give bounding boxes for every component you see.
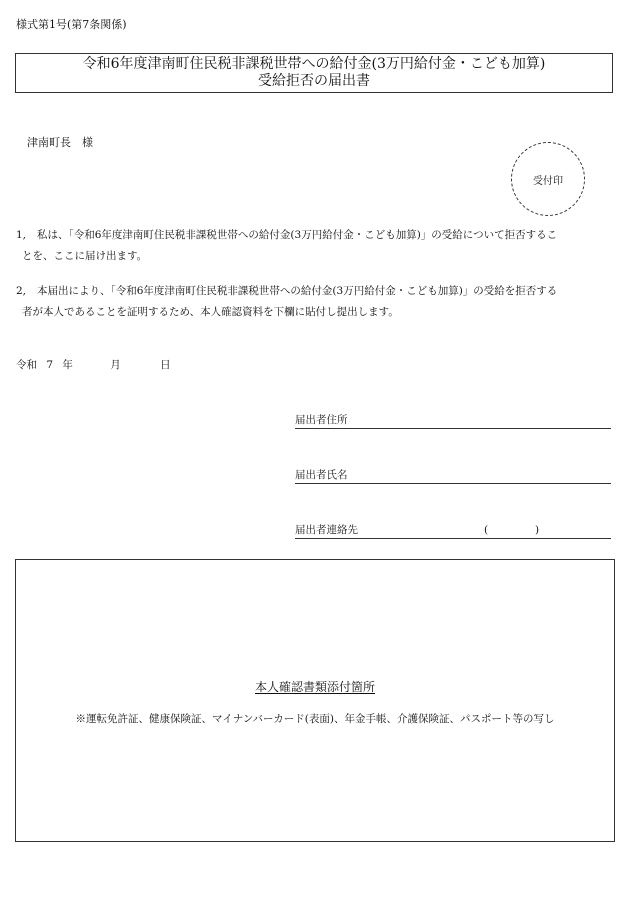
contact-paren-close: ) <box>535 524 540 536</box>
paragraph-2 <box>16 281 616 323</box>
name-field[interactable] <box>295 467 611 484</box>
attachment-title <box>16 678 614 695</box>
paragraph-1-line-1: 私は、「令和6年度津南町住民税非課税世帯への給付金(3万円給付金・こども加算)」の受給について拒否するこ <box>37 229 558 241</box>
title-box <box>15 53 613 93</box>
title-line-2: 受給拒否の届出書 <box>258 73 370 89</box>
date-month-label: 月 <box>110 359 121 371</box>
paragraph-2-line-2: 者が本人であることを証明するため、本人確認資料を下欄に貼付し提出します。 <box>22 306 399 318</box>
date-year: 7 <box>46 359 54 371</box>
date-era: 令和 <box>16 359 37 371</box>
name-label: 届出者氏名 <box>295 469 348 481</box>
paragraph-2-line-1: 本届出により、「令和6年度津南町住民税非課税世帯への給付金(3万円給付金・こども加算)」の受給を拒否する <box>37 285 558 297</box>
date-year-label: 年 <box>62 359 73 371</box>
form-number: 様式第1号(第7条関係) <box>16 18 127 31</box>
date-day-label: 日 <box>160 359 171 371</box>
address-label: 届出者住所 <box>295 414 348 426</box>
contact-paren-open: ( <box>484 524 489 536</box>
contact-label: 届出者連絡先 <box>295 524 358 536</box>
addressee: 津南町長 様 <box>27 136 93 149</box>
paragraph-1-line-2: とを、ここに届け出ます。 <box>22 250 148 262</box>
attachment-note: ※運転免許証、健康保険証、マイナンバーカード(表面)、年金手帳、介護保険証、パスポート等の写し <box>75 713 555 725</box>
id-attachment-area <box>15 559 615 842</box>
attachment-title-text: 本人確認書類添付箇所 <box>254 680 375 694</box>
stamp-label: 受付印 <box>533 175 563 187</box>
reception-stamp-circle <box>511 142 585 216</box>
address-field[interactable] <box>295 412 611 429</box>
title-line-1: 令和6年度津南町住民税非課税世帯への給付金(3万円給付金・こども加算) <box>82 56 546 72</box>
paragraph-1 <box>16 225 616 267</box>
contact-field[interactable] <box>295 522 611 539</box>
paragraph-2-number: 2, <box>16 285 27 297</box>
paragraph-1-number: 1, <box>16 229 27 241</box>
date-line <box>16 357 171 372</box>
